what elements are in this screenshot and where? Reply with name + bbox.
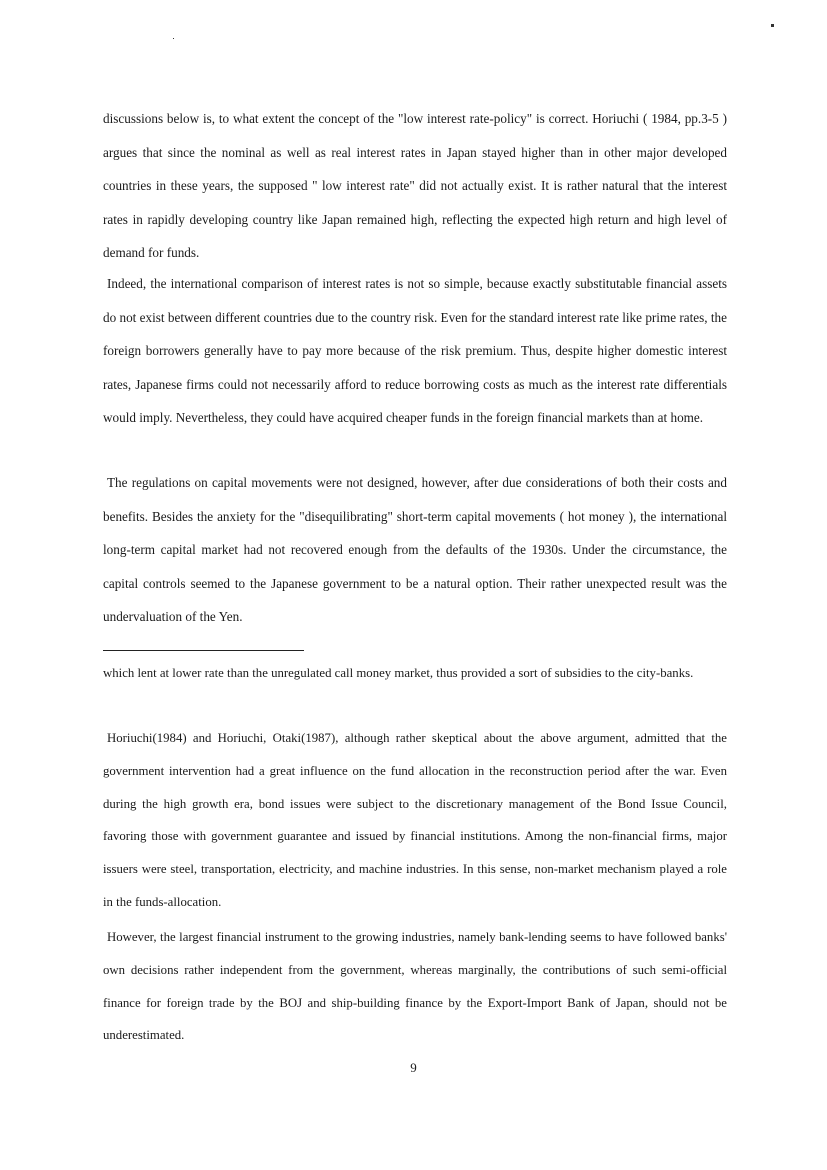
footnote-text: However, the largest financial instrument to the growing industries, namely bank-lending seems to have followed banks' own decisions rather independent from the government, whereas marginally, the contributions of such semi-official finance for foreign trade by the BOJ and ship-building finance by the Export-Import Bank of Japan, should not be underestimated. [103,930,727,1043]
scan-speck [771,24,774,27]
body-paragraph: The regulations on capital movements were not designed, however, after due considerations of both their costs and benefits. Besides the anxiety for the "disequilibrating" short-term capital movements ( hot money ), the international long-term capital market had not recovered enough from the defaults of the 1930s. Under the circumstance, the capital controls seemed to the Japanese government to be a natural option. Their rather unexpected result was the undervaluation of the Yen. [103,475,727,624]
body-paragraph: discussions below is, to what extent the concept of the "low interest rate-policy" is correct. Horiuchi ( 1984, pp.3-5 ) argues that since the nominal as well as real interest rates in Japan stayed higher than in other major developed countries in these years, the supposed " low interest rate" did not actually exist. It is rather natural that the interest rates in rapidly developing country like Japan remained high, reflecting the expected high return and high level of demand for funds. [103,111,727,260]
footnote-text: Horiuchi(1984) and Horiuchi, Otaki(1987), although rather skeptical about the above argument, admitted that the government intervention had a great influence on the fund allocation in the reconstruction period after the war. Even during the high growth era, bond issues were subject to the discretionary management of the Bond Issue Council, favoring those with government guarantee and issued by financial institutions. Among the non-financial firms, major issuers were steel, transportation, electricity, and machine industries. In this sense, non-market mechanism played a role in the funds-allocation. [103,731,727,909]
scan-speck [173,38,174,39]
footnote-separator [103,650,304,651]
body-paragraph: Indeed, the international comparison of interest rates is not so simple, because exactly substitutable financial assets do not exist between different countries due to the country risk. Even for the standard interest rate like prime rates, the foreign borrowers generally have to pay more because of the risk premium. Thus, despite higher domestic interest rates, Japanese firms could not necessarily afford to reduce borrowing costs as much as the interest rate differentials would imply. Nevertheless, they could have acquired cheaper funds in the foreign financial markets than at home. [103,276,727,425]
footnote-text: which lent at lower rate than the unregulated call money market, thus provided a sort of subsidies to the city-banks. [103,666,694,680]
page-number: 9 [410,1060,417,1075]
